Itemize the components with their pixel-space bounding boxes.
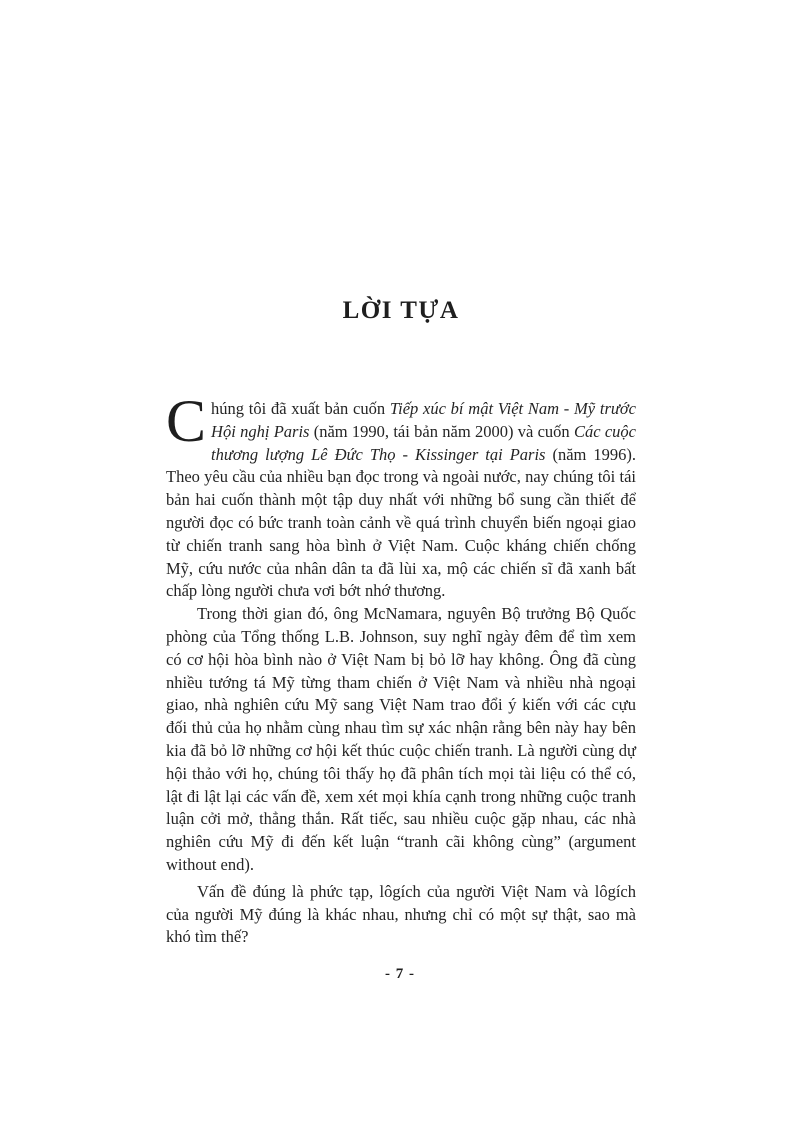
page-title: LỜI TỰA [342, 297, 460, 324]
book-title-italic: Các cuộc thương lượng Lê Đức Thọ - Kissinger tại Paris [211, 421, 636, 464]
paragraph-2 [166, 603, 636, 877]
text-run: (năm 1990, tái bản năm 2000) và cuốn [309, 421, 574, 441]
paragraph-1 [166, 388, 637, 603]
page-number: - 7 - [385, 966, 415, 982]
text-block [166, 388, 637, 949]
text-run: Vấn đề đúng là phức tạp, lôgích của người Việt Nam và lôgích của người Mỹ đúng là khác nhau, nhưng chỉ có một sự thật, sao mà khó tìm thế? [166, 881, 636, 947]
text-run: (năm 1996). Theo yêu cầu của nhiều bạn đọc trong và ngoài nước, nay chúng tôi tái bản hai cuốn thành một tập duy nhất với những bổ sung cần thiết để người đọc có bức tranh toàn cảnh về quá trình chuyển biến ngoại giao từ chiến tranh sang hòa bình ở Việt Nam. Cuộc kháng chiến chống Mỹ, cứu nước của nhân dân ta đã lùi xa, mộ các chiến sĩ đã xanh bất chấp lòng người chưa vơi bớt nhớ thương. [166, 444, 637, 601]
book-title-italic: Tiếp xúc bí mật Việt Nam - Mỹ trước Hội nghị Paris [211, 399, 637, 441]
text-run: húng tôi đã xuất bản cuốn [211, 399, 390, 418]
dropcap-letter: C [166, 388, 207, 454]
text-run: Trong thời gian đó, ông McNamara, nguyên Bộ trưởng Bộ Quốc phòng của Tổng thống L.B. Johnson, suy nghĩ ngày đêm để tìm xem có cơ hội hòa bình nào ở Việt Nam bị bỏ lỡ hay không. Ông đã cùng nhiều tướng tá Mỹ từng tham chiến ở Việt Nam và nhiều nhà ngoại giao, nhà nghiên cứu Mỹ sang Việt Nam trao đổi ý kiến với các cựu đối thủ của họ nhằm cùng nhau tìm sự xác nhận rằng bên này hay bên kia đã bỏ lỡ những cơ hội kết thúc cuộc chiến tranh. Là người cùng dự hội thảo với họ, chúng tôi thấy họ đã phân tích mọi tài liệu có thể có, lật đi lật lại các vấn đề, xem xét mọi khía cạnh trong những cuộc tranh luận cởi mở, thẳng thắn. Rất tiếc, sau nhiều cuộc gặp nhau, các nhà nghiên cứu Mỹ đi đến kết luận “tranh cãi không cùng” (argument without end). [166, 604, 636, 874]
paragraph-3 [166, 881, 636, 949]
